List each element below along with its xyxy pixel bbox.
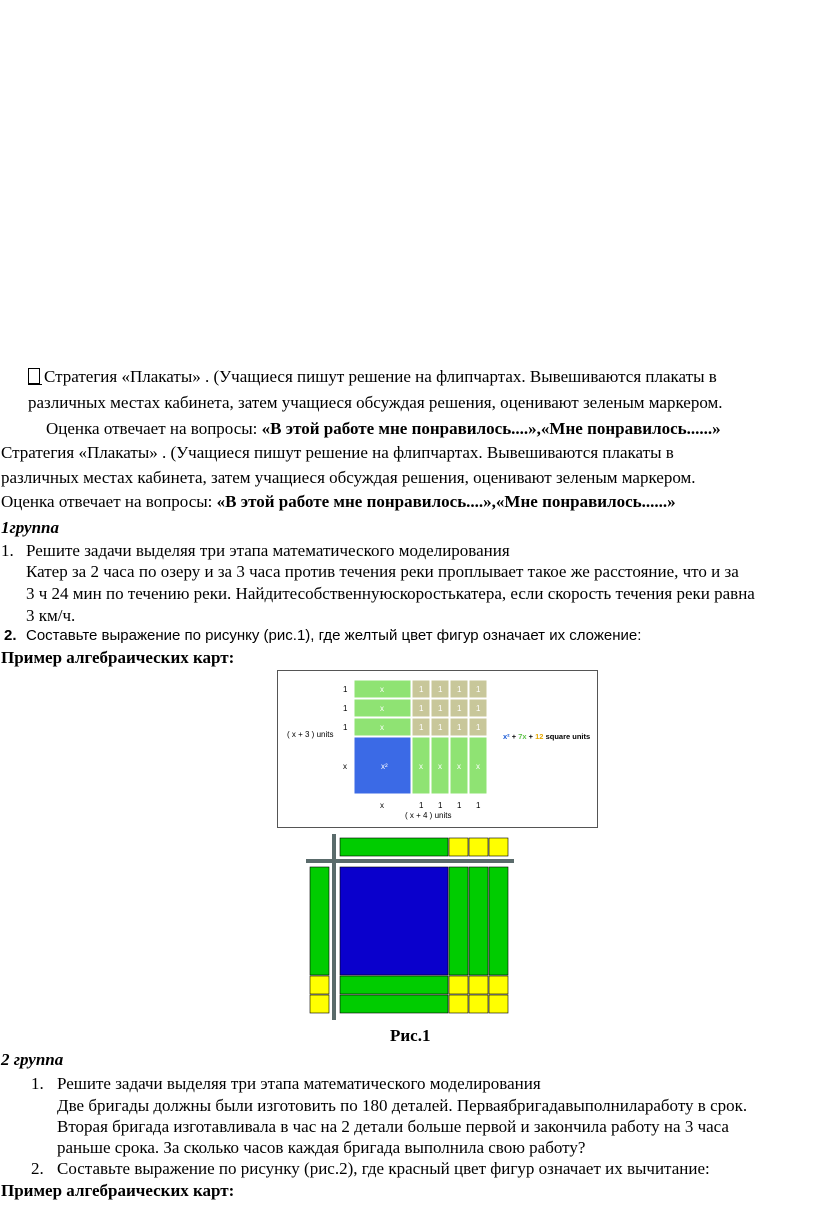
group1-item1-text: Решите задачи выделяя три этапа математического моделирования [26, 541, 510, 560]
para2-line3-quote: «В этой работе мне понравилось....»,«Мне понравилось......» [216, 492, 676, 511]
group2-item1-line2: Вторая бригада изготавливала в час на 2 детали больше первой и закончила работу на 3 часа [57, 1117, 729, 1136]
x-squared-square [340, 867, 448, 975]
para2-line3-text: Оценка отвечает на вопросы: [1, 492, 217, 511]
unit-tile-label: 1 [438, 704, 443, 713]
col-label-3: 1 [457, 801, 462, 810]
group2-item1-line1: Две бригады должны были изготовить по 180 деталей. Перваябригадавыполниларaботу в срок. [57, 1096, 748, 1115]
top-unit-yellow [489, 838, 508, 856]
x-tile-vertical-label: x [419, 762, 423, 771]
unit-tile-label: 1 [419, 704, 424, 713]
row-label-3: 1 [343, 723, 348, 732]
bottom-dimension-label: ( x + 4 ) units [405, 811, 452, 820]
group1-item2-number: 2. [4, 627, 17, 644]
corner-unit-yellow [449, 995, 468, 1013]
row-label-2: 1 [343, 704, 348, 713]
unit-tile-label: 1 [419, 685, 424, 694]
x-tile-label: x [380, 685, 384, 694]
top-x-bar [340, 838, 448, 856]
col-label-4: 1 [476, 801, 481, 810]
unit-tile-label: 1 [419, 723, 424, 732]
group2-item1-number: 1. [31, 1074, 44, 1093]
unit-tile-label: 1 [476, 704, 481, 713]
group1-item1-line2: 3 ч 24 мин по течению реки. Найдитесобственнуюскоростькатера, если скорость течения реки равна [26, 584, 755, 603]
vertical-divider [332, 834, 336, 1020]
unit-tile-label: 1 [457, 685, 462, 694]
top-unit-yellow [469, 838, 488, 856]
col-label-2: 1 [438, 801, 443, 810]
unit-tile-label: 1 [457, 723, 462, 732]
left-unit-yellow [310, 976, 329, 994]
group2-example-heading: Пример алгебраических карт: [1, 1181, 235, 1200]
para1-line3 [46, 419, 721, 439]
result-units: square units [543, 732, 591, 741]
result-x2: x² [503, 732, 510, 741]
group2-item1-text: Решите задачи выделяя три этапа математического моделирования [57, 1074, 541, 1093]
para2-line1: Стратегия «Плакаты» . (Учащиеся пишут решение на флипчартах. Вывешиваются плакаты в [1, 443, 674, 462]
group1-item1-line1: Катер за 2 часа по озеру и за 3 часа против течения реки проплывает такое же расстояние, что и за [26, 562, 739, 581]
horizontal-divider [306, 859, 514, 863]
corner-unit-yellow [489, 995, 508, 1013]
corner-unit-yellow [469, 976, 488, 994]
x-tile-label: x [380, 704, 384, 713]
group2-item1-line3: раньше срока. За сколько часов каждая бригада выполнила свою работу? [57, 1138, 586, 1157]
result-7x: 7x [518, 732, 527, 741]
algebra-tiles-diagram [277, 670, 598, 828]
corner-unit-yellow [469, 995, 488, 1013]
corner-unit-yellow [449, 976, 468, 994]
result-plus-1: + [509, 732, 519, 741]
bottom-x-bar [340, 995, 448, 1013]
row-label-1: 1 [343, 685, 348, 694]
row-label-x: x [343, 762, 347, 771]
result-plus-2: + [526, 732, 536, 741]
left-dimension-label: ( x + 3 ) units [287, 730, 334, 739]
bullet-underline [28, 384, 42, 385]
top-unit-yellow [449, 838, 468, 856]
right-x-bar [489, 867, 508, 975]
right-x-bar [469, 867, 488, 975]
group1-item2-text: Составьте выражение по рисунку (рис.1), где желтый цвет фигур означает их сложение: [26, 627, 642, 644]
result-12: 12 [535, 732, 544, 741]
para1-line1: Стратегия «Плакаты» . (Учащиеся пишут решение на флипчартах. Вывешиваются плакаты в [44, 367, 717, 386]
group1-item1-line3: 3 км/ч. [26, 606, 76, 625]
right-x-bar [449, 867, 468, 975]
x-tile-vertical-label: x [476, 762, 480, 771]
para1-line2: различных местах кабинета, затем учащиеся обсуждая решения, оценивают зеленым маркером. [28, 393, 723, 412]
tile-composition-figure [306, 834, 516, 1020]
unit-tile-label: 1 [476, 685, 481, 694]
col-label-x: x [380, 801, 384, 810]
unit-tile-label: 1 [457, 704, 462, 713]
group2-title: 2 группа [1, 1050, 64, 1069]
x-tile-vertical-label: x [438, 762, 442, 771]
left-unit-yellow [310, 995, 329, 1013]
para1-line3-quote: «В этой работе мне понравилось....»,«Мне понравилось......» [261, 419, 721, 438]
group1-title: 1группа [1, 518, 60, 537]
group2-item2-text: Составьте выражение по рисунку (рис.2), где красный цвет фигур означает их вычитание: [57, 1159, 710, 1178]
col-label-1: 1 [419, 801, 424, 810]
corner-unit-yellow [489, 976, 508, 994]
unit-tile-label: 1 [438, 685, 443, 694]
x-tile-label: x [380, 723, 384, 732]
group1-example-heading: Пример алгебраических карт: [1, 648, 235, 667]
figure1-caption: Рис.1 [390, 1026, 431, 1045]
para2-line2: различных местах кабинета, затем учащиеся обсуждая решения, оценивают зеленым маркером. [1, 468, 696, 487]
unit-tile-label: 1 [438, 723, 443, 732]
group1-item1-number: 1. [1, 541, 14, 560]
x-tile-vertical-label: x [457, 762, 461, 771]
x-squared-label: x² [381, 762, 388, 771]
para2-line3 [1, 492, 676, 512]
unit-tile-label: 1 [476, 723, 481, 732]
para1-line3-text: Оценка отвечает на вопросы: [46, 419, 262, 438]
left-x-bar [310, 867, 329, 975]
bullet-marker [28, 368, 40, 384]
group2-item2-number: 2. [31, 1159, 44, 1178]
result-expression [503, 732, 590, 741]
bottom-x-bar [340, 976, 448, 994]
